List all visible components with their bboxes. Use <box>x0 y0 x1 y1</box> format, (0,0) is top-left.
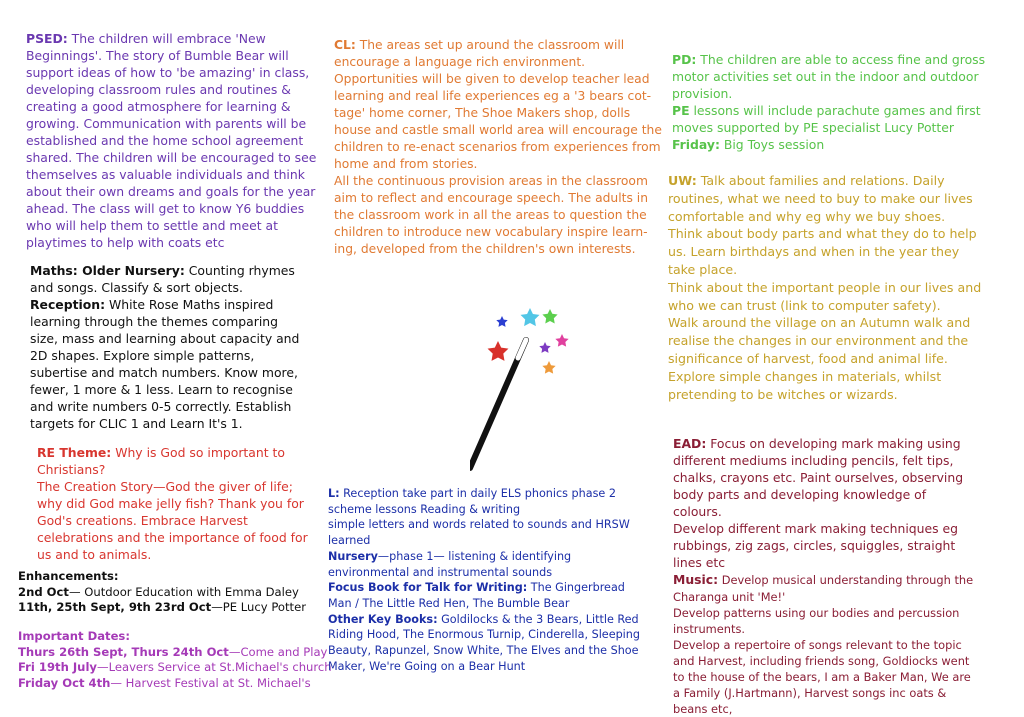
date-text-2: —Leavers Service at St.Michael's church <box>96 660 332 674</box>
ead-text-3: Develop patterns using our bodies and percussion instruments. <box>673 606 960 636</box>
date-text-1: —Come and Play <box>228 644 328 659</box>
music-text: Develop musical understanding through the Charanga unit 'Me!' <box>673 573 974 604</box>
ead-section <box>673 435 978 717</box>
pe-text: lessons will include parachute games and first moves supported by PE specialist Lucy Potter <box>672 103 981 135</box>
other-books-label: Other Key Books: <box>328 612 438 626</box>
important-dates-section <box>18 629 338 691</box>
enhancement-date-1: 2nd Oct <box>18 584 69 599</box>
magic-wand-icon <box>470 300 590 480</box>
pd-heading: PD: <box>672 52 697 67</box>
psed-text: The children will embrace 'New Beginnings'. The story of Bumble Bear will support ideas of how to 'be amazing' in class, developing classroom rules and routines & creating a good atmosphere for learning & growing. Communication with parents will be established and the home school agreement shared. The children will be encouraged to see themselves as valuable individuals and think about their own dreams and goals for the year ahead. The class will get to know Y6 buddies who will help them to settle and meet at playtimes to help with coats etc <box>26 31 317 250</box>
blue-star-icon <box>496 316 507 327</box>
music-label: Music: <box>673 572 719 587</box>
psed-section <box>26 30 326 251</box>
other-books-text: Goldilocks & the 3 Bears, Little Red Riding Hood, The Enormous Turnip, Cinderella, Sleeping Beauty, Rapunzel, Snow White, The Elves and the Shoe Maker, We're Going on a Bear Hunt <box>328 612 640 673</box>
light-blue-star-icon <box>521 308 540 326</box>
pd-text: The children are able to access fine and gross motor activities set out in the indoor and outdoor provision. <box>672 52 986 101</box>
maths-reception-text: White Rose Maths inspired learning through the themes comparing size, mass and learning about capacity and 2D shapes. Explore simple patterns, subertise and match numbers. Know more, fewer, 1 more & 1 less. Learn to recognise and write numbers 0-5 correctly. Establish targets for CLIC 1 and Learn It's 1. <box>30 297 300 431</box>
cl-section <box>334 37 664 258</box>
psed-heading: PSED: <box>26 31 68 46</box>
cl-heading: CL: <box>334 38 356 52</box>
cl-text: The areas set up around the classroom will encourage a language rich environment. Opportunities will be given to develop teacher lead learning and real life experiences eg a '3 bears cot-tage' home corner, The Shoe Makers shop, dolls house and castle small world area will encourage the children to re-enact scenarios from experiences from home and from stories. <box>334 38 662 171</box>
cl-text-2: All the continuous provision areas in the classroom aim to reflect and encourage speech. The adults in the classroom work in all the areas to question the children to introduce new vocabulary inspire learn-ing, developed from the children's own interests. <box>334 174 648 256</box>
purple-star-icon <box>539 342 550 353</box>
focus-book-label: Focus Book for Talk for Writing: <box>328 581 528 595</box>
uw-text-3: Walk around the village on an Autumn walk and realise the changes in our environment and the significance of harvest, food and animal life. <box>668 315 971 366</box>
maths-section <box>30 262 305 432</box>
enhancements-section <box>18 569 318 616</box>
enhancements-heading: Enhancements: <box>18 569 119 583</box>
date-label-3: Friday Oct 4th <box>18 675 111 690</box>
red-star-icon <box>488 341 509 361</box>
maths-reception-label: Reception: <box>30 297 106 312</box>
date-label-1: Thurs 26th Sept, Thurs 24th Oct <box>18 644 229 659</box>
literacy-text-2: simple letters and words related to sounds and HRSW learned <box>328 518 630 548</box>
literacy-section <box>328 486 648 674</box>
literacy-heading: L: <box>328 487 340 500</box>
re-heading: RE Theme: <box>37 445 112 460</box>
pink-star-icon <box>555 334 568 347</box>
ead-text-2: Develop different mark making techniques eg rubbings, zig zags, circles, squiggles, straight lines etc <box>673 521 958 570</box>
date-text-3: — Harvest Festival at St. Michael's <box>110 675 311 690</box>
ead-text: Focus on developing mark making using different mediums including pencils, felt tips, chalks, crayons etc. Paint ourselves, observing body parts and developing knowledge of colours. <box>673 436 964 519</box>
enhancement-text-1: — Outdoor Education with Emma Daley <box>68 584 299 599</box>
date-label-2: Fri 19th July <box>18 660 97 674</box>
uw-heading: UW: <box>668 173 697 188</box>
ead-text-4: Develop a repertoire of songs relevant to the topic and Harvest, including friends song, Goldiocks went to the house of the bears, I am a Baker Man, We are a Family (J.Hartmann), Harvest songs inc oats & beans etc, <box>673 638 971 716</box>
uw-text-4: Explore simple changes in materials, whilst pretending to be witches or wizards. <box>668 368 942 402</box>
focus-book-text: The Gingerbread Man / The Little Red Hen, The Bumble Bear <box>328 581 625 610</box>
pd-section <box>672 51 992 153</box>
maths-nursery-text: Counting rhymes and songs. Classify & sort objects. <box>30 263 295 295</box>
orange-star-icon <box>542 361 555 374</box>
pe-label: PE <box>672 103 690 118</box>
literacy-nursery-label: Nursery <box>328 549 378 563</box>
re-text-2: The Creation Story—God the giver of life; why did God make jelly fish? Thank you for God's creations. Embrace Harvest celebrations and the importance of food for us and to animals. <box>37 479 308 562</box>
enhancement-text-2: —PE Lucy Potter <box>211 600 306 614</box>
literacy-text: Reception take part in daily ELS phonics phase 2 scheme lessons Reading & writing <box>328 487 616 516</box>
friday-label: Friday: <box>672 137 720 152</box>
uw-section <box>668 172 983 403</box>
maths-nursery-label: Older Nursery: <box>77 263 185 278</box>
important-dates-heading: Important Dates: <box>18 629 130 643</box>
green-star-icon <box>542 309 557 323</box>
ead-heading: EAD: <box>673 436 707 451</box>
maths-heading: Maths: <box>30 263 78 278</box>
friday-text: Big Toys session <box>719 137 825 152</box>
enhancement-date-2: 11th, 25th Sept, 9th 23rd Oct <box>18 600 212 614</box>
re-text: Why is God so important to Christians? <box>37 445 285 477</box>
re-section <box>37 444 312 563</box>
uw-text-2: Think about the important people in our lives and who we can trust (link to computer safety). <box>668 279 982 313</box>
uw-text: Talk about families and relations. Daily routines, what we need to buy to make our lives comfortable and why eg why we buy shoes. Think about body parts and what they do to help us. Learn birthdays and when in the year they take place. <box>668 173 977 277</box>
literacy-nursery-text: —phase 1— listening & identifying environmental and instrumental sounds <box>328 549 572 579</box>
